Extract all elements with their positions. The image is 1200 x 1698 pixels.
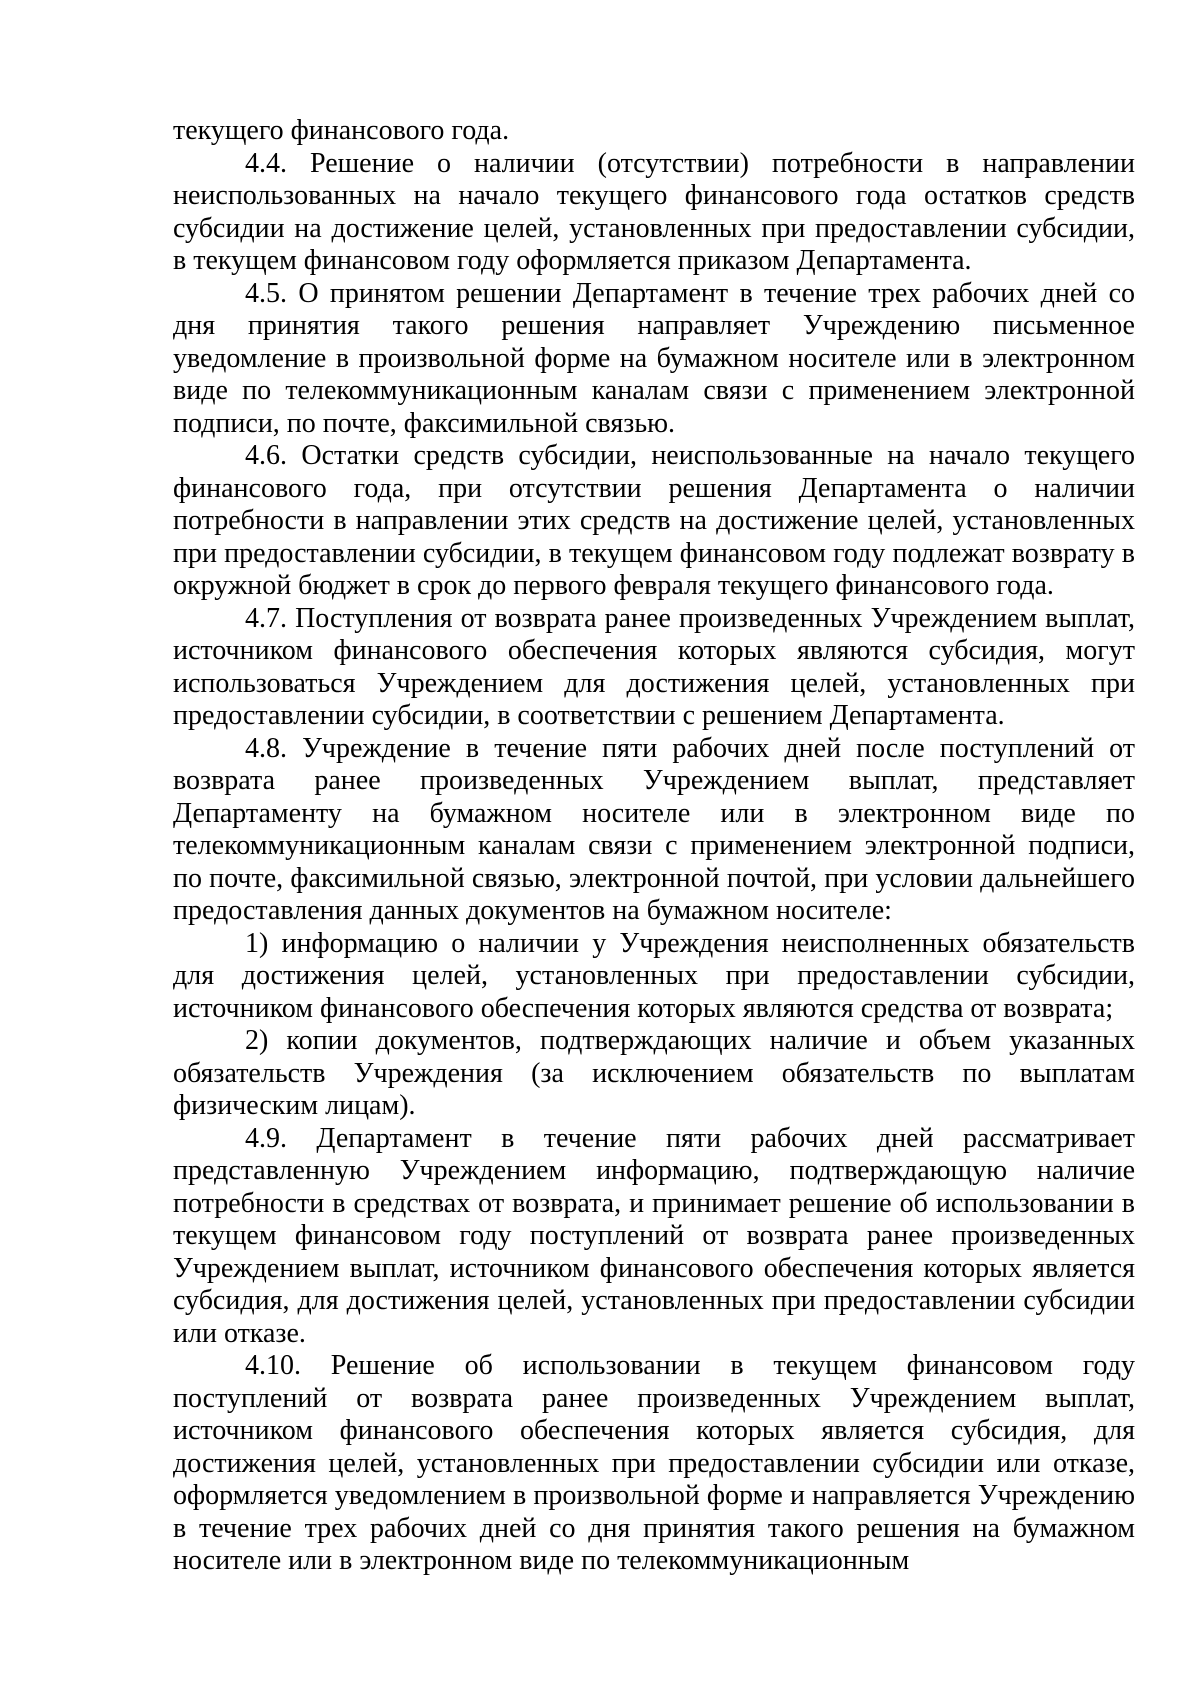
paragraph-4-10: 4.10. Решение об использовании в текущем финансовом году поступлений от возврата ранее произведенных Учреждением выплат, источником финансового обеспечения которых является субсидия, для достижения целей, установленных при предоставлении субсидии или отказе, оформляется уведомлением в произвольной форме и направляется Учреждению в течение трех рабочих дней со дня принятия такого решения на бумажном носителе или в электронном виде по телекоммуникационным [173,1350,1135,1576]
paragraph-4-5: 4.5. О принятом решении Департамент в течение трех рабочих дней со дня принятия такого решения направляет Учреждению письменное уведомление в произвольной форме на бумажном носителе или в электронном виде по телекоммуникационным каналам связи с применением электронной подписи, по почте, факсимильной связью. [173,277,1135,439]
document-body [173,115,1135,1578]
paragraph-4-9: 4.9. Департамент в течение пяти рабочих дней рассматривает представленную Учреждением информацию, подтверждающую наличие потребности в средствах от возврата, и принимает решение об использовании в текущем финансовом году поступлений от возврата ранее произведенных Учреждением выплат, источником финансового обеспечения которых является субсидия, для достижения целей, установленных при предоставлении субсидии или отказе. [173,1122,1135,1349]
paragraph-4-7: 4.7. Поступления от возврата ранее произведенных Учреждением выплат, источником финансового обеспечения которых являются субсидия, могут использоваться Учреждением для достижения целей, установленных при предоставлении субсидии, в соответствии с решением Департамента. [173,602,1135,731]
paragraph-continuation: текущего финансового года. [173,115,510,146]
paragraph-4-8-item-2: 2) копии документов, подтверждающих наличие и объем указанных обязательств Учреждения (за исключением обязательств по выплатам физическим лицам). [173,1025,1135,1121]
paragraph-4-4: 4.4. Решение о наличии (отсутствии) потребности в направлении неиспользованных на начало текущего финансового года остатков средств субсидии на достижение целей, установленных при предоставлении субсидии, в текущем финансовом году оформляется приказом Департамента. [173,147,1135,276]
paragraph-4-6: 4.6. Остатки средств субсидии, неиспользованные на начало текущего финансового года, при отсутствии решения Департамента о наличии потребности в направлении этих средств на достижение целей, установленных при предоставлении субсидии, в текущем финансовом году подлежат возврату в окружной бюджет в срок до первого февраля текущего финансового года. [173,440,1135,601]
paragraph-4-8: 4.8. Учреждение в течение пяти рабочих дней после поступлений от возврата ранее произведенных Учреждением выплат, представляет Департаменту на бумажном носителе или в электронном виде по телекоммуникационным каналам связи с применением электронной подписи, по почте, факсимильной связью, электронной почтой, при условии дальнейшего предоставления данных документов на бумажном носителе: [173,732,1135,926]
paragraph-4-8-item-1: 1) информацию о наличии у Учреждения неисполненных обязательств для достижения целей, установленных при предоставлении субсидии, источником финансового обеспечения которых являются средства от возврата; [173,927,1135,1024]
